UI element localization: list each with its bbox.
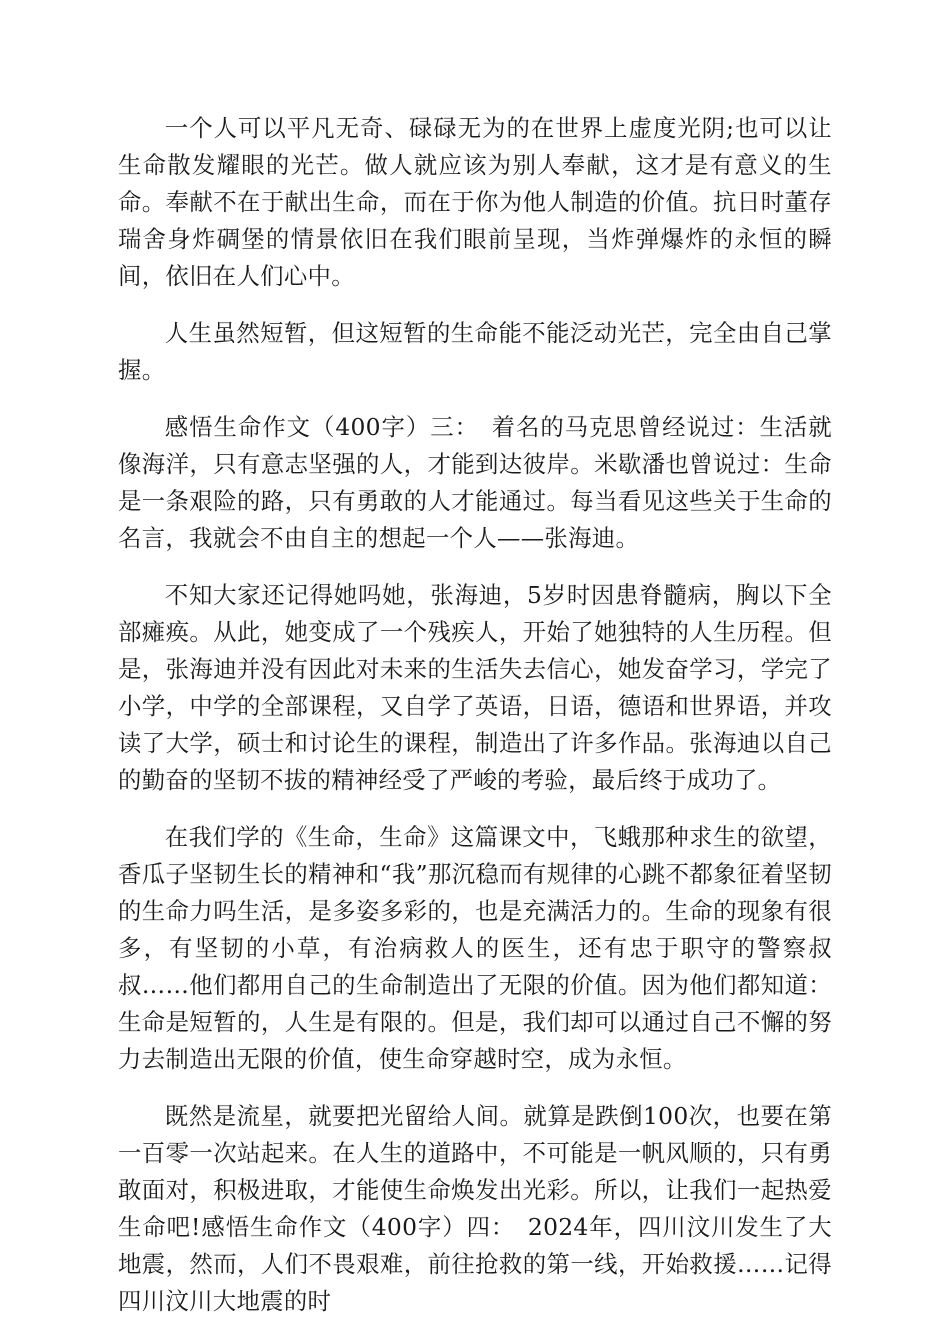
document-page	[118, 110, 832, 1340]
paragraph-5: 在我们学的《生命，生命》这篇课文中，飞蛾那种求生的欲望，香瓜子坚韧生长的精神和“我”那沉稳而有规律的心跳不都象征着坚韧的生命力吗生活，是多姿多彩的，也是充满活力的。生命的现象有很多，有坚韧的小草，有治病救人的医生，还有忠于职守的警察叔叔……他们都用自己的生命制造出了无限的价值。因为他们都知道：生命是短暂的，人生是有限的。但是，我们却可以通过自己不懈的努力去制造出无限的价值，使生命穿越时空，成为永恒。	[118, 823, 832, 1073]
paragraph-4: 不知大家还记得她吗她，张海迪，5岁时因患脊髓病，胸以下全部瘫痪。从此，她变成了一个残疾人，开始了她独特的人生历程。但是，张海迪并没有因此对未来的生活失去信心，她发奋学习，学完了小学，中学的全部课程，又自学了英语，日语，德语和世界语，并攻读了大学，硕士和讨论生的课程，制造出了许多作品。张海迪以自己的勤奋的坚韧不拔的精神经受了严峻的考验，最后终于成功了。	[118, 581, 832, 794]
paragraph-6: 既然是流星，就要把光留给人间。就算是跌倒100次，也要在第一百零一次站起来。在人生的道路中，不可能是一帆风顺的，只有勇敢面对，积极进取，才能使生命焕发出光彩。所以，让我们一起热爱生命吧!感悟生命作文（400字）四： 2024年，四川汶川发生了大地震，然而，人们不畏艰难，前往抢救的第一线，开始救援……记得四川汶川大地震的时	[118, 1102, 832, 1315]
paragraph-2: 人生虽然短暂，但这短暂的生命能不能泛动光芒，完全由自己掌握。	[118, 319, 832, 384]
paragraph-3: 感悟生命作文（400字）三： 着名的马克思曾经说过：生活就像海洋，只有意志坚强的人，才能到达彼岸。米歇潘也曾说过：生命是一条艰险的路，只有勇敢的人才能通过。每当看见这些关于生命的名言，我就会不由自主的想起一个人——张海迪。	[118, 413, 832, 552]
paragraph-1: 一个人可以平凡无奇、碌碌无为的在世界上虚度光阴;也可以让生命散发耀眼的光芒。做人就应该为别人奉献，这才是有意义的生命。奉献不在于献出生命，而在于你为他人制造的价值。抗日时董存瑞舍身炸碉堡的情景依旧在我们眼前呈现，当炸弹爆炸的永恒的瞬间，依旧在人们心中。	[118, 114, 832, 290]
